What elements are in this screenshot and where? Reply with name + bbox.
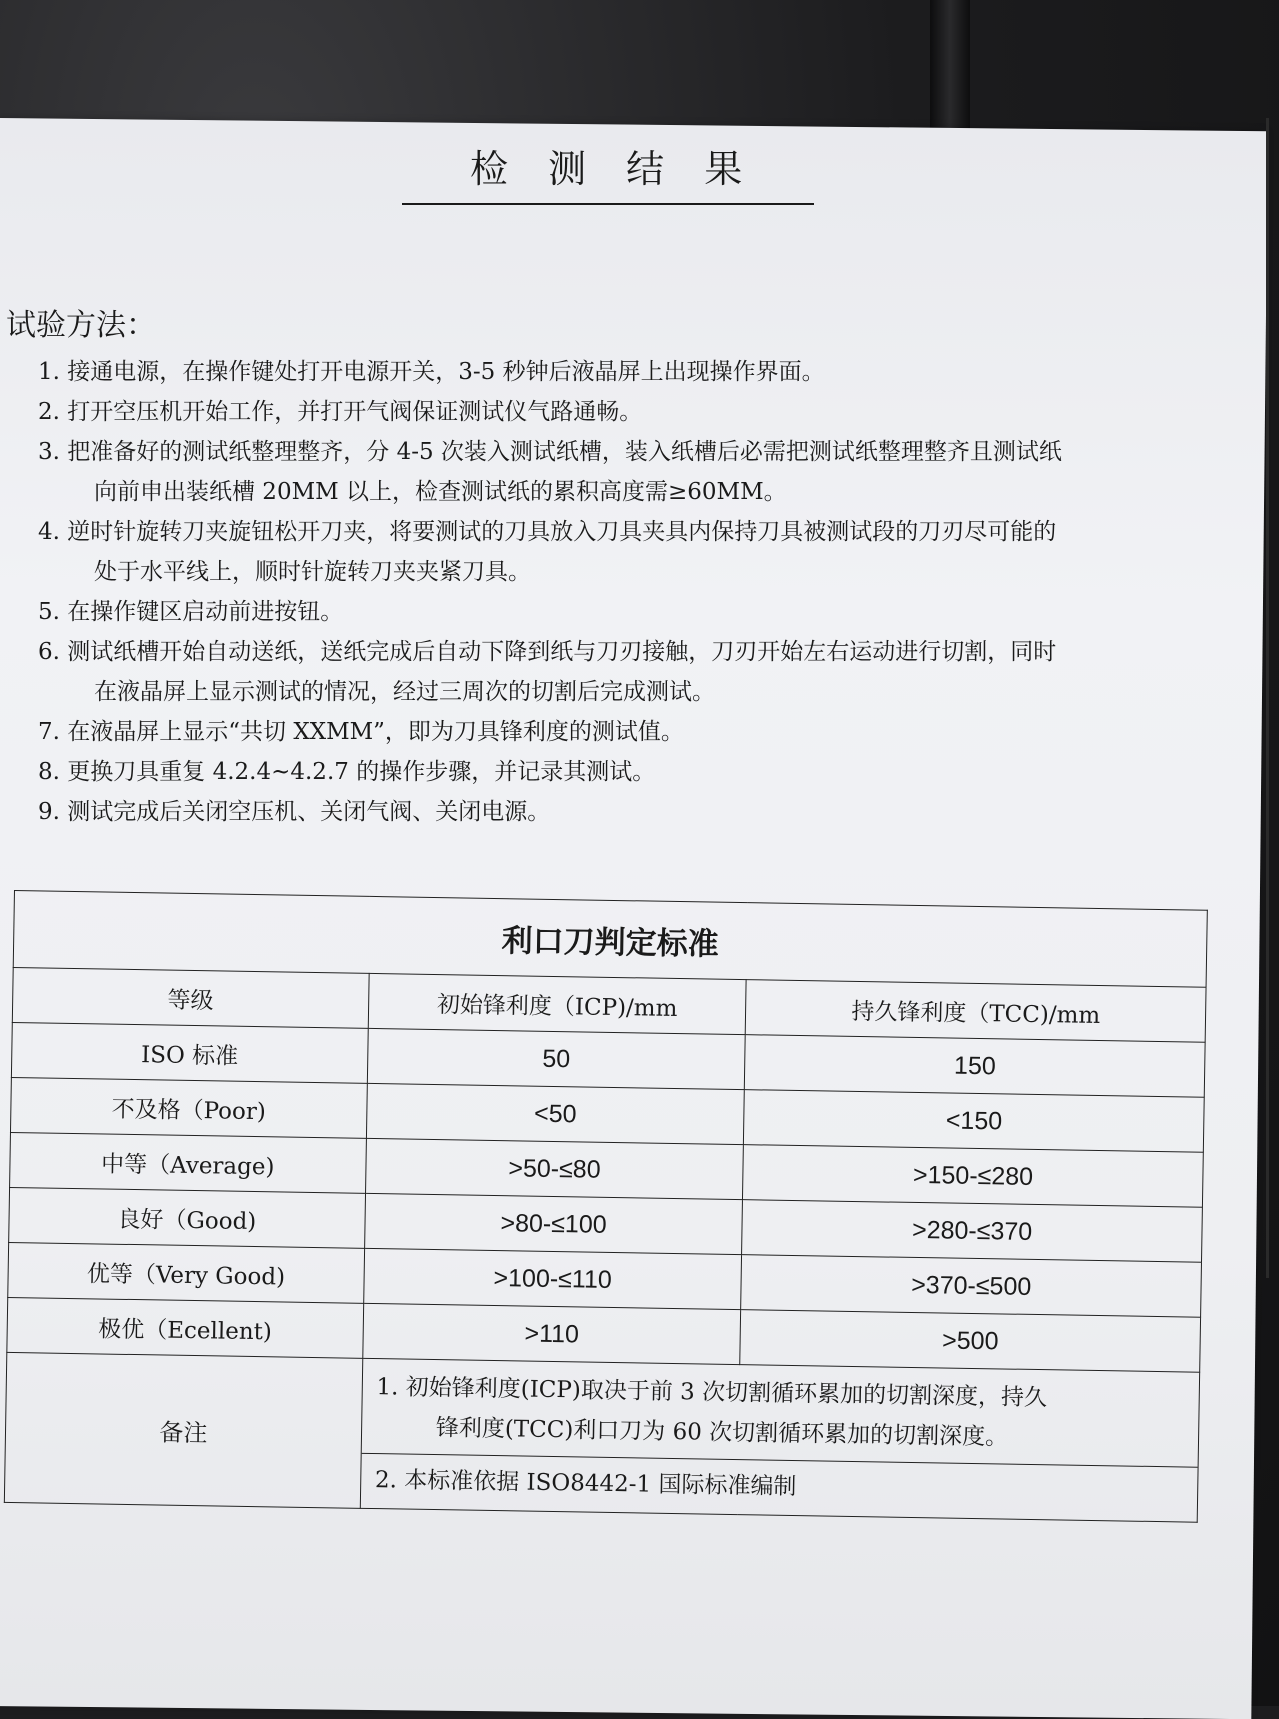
- step-8: [38, 752, 1238, 792]
- remarks-row: [4, 1352, 1199, 1522]
- remark-1-continued: 锋利度(TCC)利口刀为 60 次切割循环累加的切割深度。: [435, 1415, 1009, 1451]
- step-text: 4. 逆时针旋转刀夹旋钮松开刀夹，将要测试的刀具放入刀具夹具内保持刀具被测试段的刀刃尽可能的: [38, 519, 1057, 545]
- step-4: [38, 512, 1238, 592]
- step-2: [38, 392, 1238, 432]
- step-5: [38, 592, 1238, 632]
- step-9: [38, 792, 1238, 832]
- step-7: [38, 712, 1238, 752]
- sharpness-standard-table: [4, 890, 1208, 1523]
- grade-cell: ISO 标准: [11, 1022, 368, 1083]
- method-heading: 试验方法：: [6, 308, 156, 343]
- icp-cell: <50: [366, 1083, 745, 1144]
- method-steps: [38, 352, 1238, 832]
- step-3: [38, 432, 1238, 512]
- grade-cell: 良好（Good): [9, 1187, 366, 1248]
- title-underline: [402, 203, 814, 205]
- icp-cell: >50-≤80: [365, 1138, 744, 1199]
- remark-2: 2. 本标准依据 ISO8442-1 国际标准编制: [361, 1453, 1198, 1514]
- icp-cell: >100-≤110: [363, 1248, 742, 1309]
- icp-cell: >110: [362, 1303, 741, 1364]
- remark-content: [360, 1358, 1200, 1522]
- step-6: [38, 632, 1238, 712]
- step-text: 8. 更换刀具重复 4.2.4~4.2.7 的操作步骤，并记录其测试。: [38, 759, 656, 785]
- remark-1: 1. 初始锋利度(ICP)取决于前 3 次切割循环累加的切割深度，持久: [376, 1374, 1048, 1412]
- step-1: [38, 352, 1238, 392]
- tcc-cell: >370-≤500: [741, 1255, 1201, 1318]
- grade-cell: 极优（Ecellent): [7, 1297, 364, 1358]
- grade-cell: 不及格（Poor): [10, 1077, 367, 1138]
- step-text: 7. 在液晶屏上显示“共切 XXMM”，即为刀具锋利度的测试值。: [38, 719, 684, 745]
- step-text: 9. 测试完成后关闭空压机、关闭气阀、关闭电源。: [38, 799, 551, 825]
- tcc-cell: <150: [744, 1090, 1204, 1153]
- header-grade: 等级: [12, 967, 369, 1028]
- table-title: 利口刀判定标准: [13, 891, 1207, 988]
- background-fold: [930, 0, 970, 130]
- step-text: 2. 打开空压机开始工作，并打开气阀保证测试仪气路通畅。: [38, 399, 643, 425]
- step-text-continued: 处于水平线上，顺时针旋转刀夹夹紧刀具。: [94, 559, 531, 585]
- icp-cell: 50: [367, 1028, 746, 1089]
- tcc-cell: >500: [740, 1310, 1200, 1373]
- step-text-continued: 向前申出装纸槽 20MM 以上，检查测试纸的累积高度需≥60MM。: [94, 479, 787, 505]
- header-tcc: 持久锋利度（TCC)/mm: [746, 980, 1206, 1043]
- step-text: 6. 测试纸槽开始自动送纸，送纸完成后自动下降到纸与刀刃接触，刀刃开始左右运动进行切割，同时: [38, 639, 1057, 665]
- icp-cell: >80-≤100: [364, 1193, 743, 1254]
- grade-cell: 中等（Average): [10, 1132, 367, 1193]
- step-text: 5. 在操作键区启动前进按钮。: [38, 599, 344, 625]
- document-title: 检 测 结 果: [470, 147, 757, 191]
- standard-table-wrapper: [4, 890, 1208, 1523]
- header-icp: 初始锋利度（ICP)/mm: [368, 973, 747, 1034]
- tcc-cell: >150-≤280: [743, 1145, 1203, 1208]
- step-text: 3. 把准备好的测试纸整理整齐，分 4-5 次装入测试纸槽，装入纸槽后必需把测试纸整理整齐且测试纸: [38, 439, 1062, 465]
- grade-cell: 优等（Very Good): [8, 1242, 365, 1303]
- step-text-continued: 在液晶屏上显示测试的情况，经过三周次的切割后完成测试。: [94, 679, 715, 705]
- remark-label: 备注: [4, 1352, 362, 1508]
- step-text: 1. 接通电源，在操作键处打开电源开关，3-5 秒钟后液晶屏上出现操作界面。: [38, 359, 825, 385]
- page-edge: [1266, 118, 1269, 1278]
- tcc-cell: >280-≤370: [742, 1200, 1202, 1263]
- tcc-cell: 150: [745, 1035, 1205, 1098]
